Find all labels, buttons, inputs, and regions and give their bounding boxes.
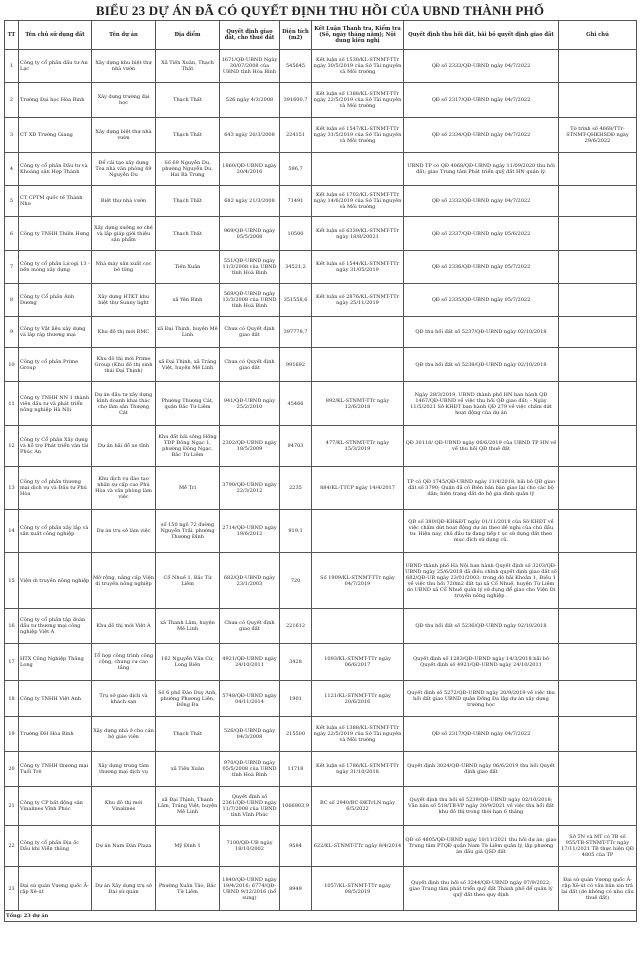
table-cell: Thạch Thất (156, 717, 220, 752)
table-cell: Cổ Nhuế 1, Bắc Từ Liêm (156, 553, 220, 609)
table-cell: 720 (280, 553, 312, 609)
table-cell: Kết luận số 1388/KL-STNMT-TTr ngày 22/5/2019 của Sở Tài nguyên và Môi trường (312, 717, 404, 752)
table-cell: Công ty cổ phần xây lắp và sản xuất công nghiệp (19, 510, 92, 553)
table-cell: 14 (5, 510, 19, 553)
table-cell (312, 348, 404, 382)
table-cell: 2235 (280, 467, 312, 510)
table-cell: QĐ số 2335/QĐ-UBND ngày 05/7/2022 (404, 284, 559, 317)
table-cell: 11718 (280, 752, 312, 787)
table-cell: Kết luận số 1544/KL-STNMT-TTr ngày 31/05/2019 (312, 251, 404, 284)
table-row (5, 317, 637, 348)
table-cell: Xây dựng trung tâm thương mại dịch vụ (92, 752, 156, 787)
table-cell: Kết luận số 1547/KL-STNMT-TTr ngày 31/5/2019 của Sở Tài nguyên và Môi trường (312, 118, 404, 153)
table-cell: 10500 (280, 217, 312, 251)
table-cell: Tiến Xuân (156, 251, 220, 284)
table-cell: Trường ĐH Hòa Bình (19, 717, 92, 752)
table-cell (559, 284, 637, 317)
table-cell (559, 644, 637, 681)
table-cell: 10 (5, 348, 19, 382)
table-cell (559, 83, 637, 118)
table-cell: Sở TN và MT có TB số 955/TB-STNMT-TTr ngày 17/11/2021 TB thực hiện QĐ 4805 của TP (559, 826, 637, 867)
table-cell: Công ty TNHH thương mại Tuổi Trẻ (19, 752, 92, 787)
table-cell (559, 717, 637, 752)
table-cell: Khu dịch vụ đào tạo nhân sự cấp cao Phú Hòa và văn phòng làm việc (92, 467, 156, 510)
table-cell: 1057/KL-STNMT-TTr ngày 08/5/2019 (312, 867, 404, 911)
table-cell: 23 (5, 867, 19, 911)
table-cell (559, 681, 637, 717)
table-cell: 391600,7 (280, 83, 312, 118)
table-cell: Mỹ Đình 1 (156, 826, 220, 867)
table-cell: QĐ thu hồi đất số 5237/QĐ-UBND ngày 02/10/2018 (404, 317, 559, 348)
table-cell: 682/QĐ-UBND ngày 23/1/2003 (220, 553, 280, 609)
table-row (5, 217, 637, 251)
table-cell: Quyết định 3024/QĐ-UBND ngày 06/6/2019 thu hồi Quyết định giao đất (404, 752, 559, 787)
table-row (5, 426, 637, 467)
table-row (5, 251, 637, 284)
table-cell: 884/KL-TTCP ngày 14/4/2017 (312, 467, 404, 510)
table-cell: Công ty cổ phần Prime Group (19, 348, 92, 382)
table-cell: 941/QĐ-UBND ngày 25/2/2010 (220, 382, 280, 426)
table-cell: 622/KL-STNMT-TTr ngày 8/4/2014 (312, 826, 404, 867)
table-cell: 8949 (280, 867, 312, 911)
table-cell: 569/QĐ-UBND ngày 13/3/2008 của UBND tỉnh Hoà Bình (220, 284, 280, 317)
table-cell: 71491 (280, 186, 312, 217)
table-cell: UBND thành phố Hà Nội ban hành Quyết định số 3203/QĐ-UBND ngày 25/6/2018 đã điều chỉnh quyết định giao đất số 682/QĐ-UB ngày 23/01/2003; trong đó bãi Khoản 1, Điều 1 về việc thu hồi 720m2 đất tại xã Cổ Nhuế, huyện Từ Liêm do UBND xã Cổ Nhuế quản lý sử dụng để giao cho Viện Di truyền nông nghiệp . (404, 553, 559, 609)
table-cell: Thạch Thất (156, 217, 220, 251)
table-cell: QĐ số 380/QĐ-KH&ĐT ngày 01/11/2018 của Sở KHĐT về việc chấm dứt hoạt động dự án theo đề nghị của chủ đầu tư. Hiện nay, chủ đầu tư đang tiếp t ục sử dụng đất theo mục đích sử dụng cũ. (404, 510, 559, 553)
table-row (5, 118, 637, 153)
table-cell: Kết luận số 1388/KL-STNMT-TTr ngày 22/5/2019 của Sở Tài nguyên và Môi trường (312, 83, 404, 118)
header-cell: Tên chủ sử dụng đất (19, 21, 92, 50)
table-cell: xã Tiến Xuân (156, 752, 220, 787)
table-row (5, 153, 637, 186)
table-cell: Kết luận số 6339/KL-STNMT-TTr ngày 18/8/20021 (312, 217, 404, 251)
header-cell: Diện tích (m2) (280, 21, 312, 50)
table-cell: xã Đại Thịnh, huyện Mê Linh (156, 317, 220, 348)
table-cell: Quyết định thu hồi số 5239/QĐ-UBND ngày 02/10/2018; Văn bản số 518/TB-VP ngày 30/9/2021 về việc thu hồi đất khu đô thị trong thời hạn 6 tháng (404, 787, 559, 826)
table-cell: 8 (5, 284, 19, 317)
table-cell: 351558,6 (280, 284, 312, 317)
table-cell: Công ty Vật liệu xây dựng và lắp ráp thương mại (19, 317, 92, 348)
table-cell: CT CPTM quốc tế Thành Nhơ (19, 186, 92, 217)
table-row (5, 284, 637, 317)
table-cell: Số 69 Nguyễn Du, phường Nguyễn Du, Hai Bà Trưng (156, 153, 220, 186)
table-cell: 643 ngày 20/3/2008 (220, 118, 280, 153)
table-cell: 12 (5, 426, 19, 467)
table-cell: 1860/QĐ-UBND ngày 20/4/2016 (220, 153, 280, 186)
table-cell (312, 609, 404, 644)
table-cell (559, 609, 637, 644)
table-cell: UBND TP có QĐ 4068/QĐ-UBND ngày 11/09/2020 thu hồi đất; giao Trung tâm Phát triển quỹ đất HN quản lý. (404, 153, 559, 186)
table-cell: 3428 (280, 644, 312, 681)
table-cell: Để cải tạo xây dựng Tòa nhà văn phòng 69 Nguyễn Du (92, 153, 156, 186)
table-cell: BC số 2940/BC-ĐKTrLN ngày 6/5/2022 (312, 787, 404, 826)
table-cell (312, 510, 404, 553)
table-cell (312, 153, 404, 186)
table-cell (559, 50, 637, 83)
table-cell (559, 217, 637, 251)
table-cell: 2 (5, 83, 19, 118)
table-cell: Khu đô thị mới Vinalines (92, 787, 156, 826)
table-cell: Dự án trụ sở làm việc (92, 510, 156, 553)
table-cell: Công ty CP bất động sản Vinalines Vĩnh Phúc (19, 787, 92, 826)
table-cell (559, 553, 637, 609)
table-cell (559, 426, 637, 467)
table-cell: 34521,2 (280, 251, 312, 284)
table-cell: QĐ thu hồi đất số 5236/QĐ-UBND ngày 02/10/2018 (404, 609, 559, 644)
table-cell: Ngày 28/3/2019, UBND thành phố HN ban hành QĐ 1467/QĐ-UBND về việc thu hồi QĐ giao đất; - Ngày 11/5/2021 Sở KHĐT ban hành QĐ 279 về việc chấm dứt hoạt động của dự án (404, 382, 559, 426)
table-cell: 3 (5, 118, 19, 153)
table-cell: Công ty TNHH Việt Anh (19, 681, 92, 717)
table-cell: Chưa có Quyết định giao đất (220, 317, 280, 348)
table-cell: Thạch Thất (156, 118, 220, 153)
table-cell: Công ty TNHH Thiên Hưng (19, 217, 92, 251)
table-cell: 19 (5, 717, 19, 752)
table-cell (559, 153, 637, 186)
table-row (5, 348, 637, 382)
table-cell: QĐ 30118/ QĐ-UBND ngày 06/6/2019 của UBND TP HN về về thu hồi QĐ thuê đất (404, 426, 559, 467)
table-cell: 1121/KL-STNMT-TTr ngày 20/6/2016 (312, 681, 404, 717)
table-cell: 7 (5, 251, 19, 284)
table-cell: Kết luận số 1702/KL-STNMT-TTr ngày 14/6/2019 của Sở Tài nguyên và Môi trường (312, 186, 404, 217)
table-cell: 1093/KL-STNMT-TTr ngày 06/6/2017 (312, 644, 404, 681)
table-cell: Nhà máy sản xuất cọc bê tông (92, 251, 156, 284)
table-cell: 9584 (280, 826, 312, 867)
table-row (5, 510, 637, 553)
table-cell: Mễ Trì (156, 467, 220, 510)
table-cell: Xã Tiến Xuân, Thạch Thất (156, 50, 220, 83)
table-cell: Khu đất bãi sông Hồng TDP Đông Ngạc 1, phường Đông Ngạc, Bắc Từ Liêm (156, 426, 220, 467)
table-cell (559, 317, 637, 348)
table-cell: Trụ sở giao dịch và khách sạn (92, 681, 156, 717)
table-cell: Xây dựng xưởng sơ chế và lắp giáp giới thiệu sản phẩm (92, 217, 156, 251)
table-row (5, 717, 637, 752)
table-row (5, 752, 637, 787)
table-cell: 11 (5, 382, 19, 426)
table-cell: HTX Công Nghiệp Thăng Long (19, 644, 92, 681)
table-cell (559, 467, 637, 510)
table-cell: Trường Đại học Hòa Bình (19, 83, 92, 118)
page-title: BIỂU 23 DỰ ÁN ĐÃ CÓ QUYẾT ĐỊNH THU HỒI CỦA UBND THÀNH PHỐ (95, 3, 545, 18)
table-cell: Dự án đầu tư xây dựng kinh doanh khai thác chợ lâm sản Thượng Cát (92, 382, 156, 426)
table-cell (559, 251, 637, 284)
table-cell: Công ty Cổ phần Xây dựng và hỗ trợ Phát triển văn tài Phúc An (19, 426, 92, 467)
table-row (5, 382, 637, 426)
header-cell: TT (5, 21, 19, 50)
table-cell: QĐ số 2336/QĐ-UBND ngày 05/7/2022 (404, 251, 559, 284)
table-cell: Số 6 phố Đào Duy Anh, phường Phương Liên, Đống Đa (156, 681, 220, 717)
table-cell: 526 ngày 4/3/2008 (220, 83, 280, 118)
table-row (5, 553, 637, 609)
table-cell: Phường Xuân Tảo, Bắc Từ Liêm (156, 867, 220, 911)
table-cell: Quyết định số 5272/QĐ-UBND ngày 20/9/2019 về việc thu hồi đất giao UBND quận Đống Đa lập dự án xây dựng trường học (404, 681, 559, 717)
table-cell: Viện di truyền nông nghiệp (19, 553, 92, 609)
table-cell: Xây dựng nhà ở cho cán bộ giáo viên (92, 717, 156, 752)
table-cell: 596,7 (280, 153, 312, 186)
table-cell: Đại sứ quán Vương quốc Ả-rập Xê-út có văn bản xin trả lại đất (do không có nhu cầu thuê đất) (559, 867, 637, 911)
table-row (5, 467, 637, 510)
table-cell: Chưa có Quyết định giao đất (220, 609, 280, 644)
table-cell: 45466 (280, 382, 312, 426)
table-cell: Quyết định thu hồi số 3244/QĐ-UBND ngày 07/9/2022; giao Trung tâm phát triển quỹ đất Thành phố để quản lý quỹ đất theo quy định (404, 867, 559, 911)
header-cell: Địa điểm (156, 21, 220, 50)
table-cell: 4921/QĐ-UBND ngày 24/10/2011 (220, 644, 280, 681)
table-cell: Dự án bãi đỗ xe tĩnh (92, 426, 156, 467)
table-cell: 526/QĐ-UBND ngày 04/3/2008 (220, 717, 280, 752)
table-cell: 20 (5, 752, 19, 787)
table-row (5, 787, 637, 826)
table-cell: Công ty cổ phần thương mại dịch vụ và Đầu tư Phú Hòa (19, 467, 92, 510)
table-cell: 21 (5, 787, 19, 826)
table-cell: 551/QĐ-UBND ngày 11/3/2008 của UBND tỉnh Hoà Bình (220, 251, 280, 284)
table-row (5, 867, 637, 911)
table-cell: Xây dựng HTKT khu biệt thự Sunny light (92, 284, 156, 317)
table-cell: Xây dựng biệt thự nhà vườn (92, 118, 156, 153)
table-cell: Số 1909/KL-STNMT-TTr ngày 04/7/2019 (312, 553, 404, 609)
table-cell: QĐ số 2334/QĐ-UBND ngày 04/7/2022 (404, 118, 559, 153)
header-cell: Quyết định thu hồi đất, bãi bỏ quyết định giao đất (404, 21, 559, 50)
table-cell: Kết luận số 1530/KL-STNMT-TTr ngày 30/5/2019 của Sở Tài nguyên và Môi trường (312, 50, 404, 83)
table-cell: 9 (5, 317, 19, 348)
table-row (5, 826, 637, 867)
header-cell: Tên dự án (92, 21, 156, 50)
header-cell: Ghi chú (559, 21, 637, 50)
table-cell: 15 (5, 553, 19, 609)
table-cell: số 150 ngõ 72 đường Nguyễn Trãi, phường Thượng Đình (156, 510, 220, 553)
table-cell: QĐ số 2333/QĐ-UBND ngày 04/7/2022 (404, 50, 559, 83)
table-cell: 1066903,9 (280, 787, 312, 826)
table-cell: 1 (5, 50, 19, 83)
table-cell: Công ty cổ phần Đầu tư và Khoáng sản Hợp Thành (19, 153, 92, 186)
table-cell: 18 (5, 681, 19, 717)
header-cell: Quyết định giao đất, cho thuê đất (220, 21, 280, 50)
table-cell: Kết luận số 1786/KL-STNMT-TTr ngày 31/10/2018 (312, 752, 404, 787)
table-row (5, 50, 637, 83)
table-cell: Xây dựng khu biệt thự nhà vườn (92, 50, 156, 83)
table-row (5, 644, 637, 681)
table-cell: 215500 (280, 717, 312, 752)
table-cell: xã Yên Bình (156, 284, 220, 317)
table-cell: QĐ số 4805/QĐ-UBND ngày 10/11/2021 thu hồi dự án; giao Trung tâm PTQĐ quận Nam Từ Liêm quản lý, lập phương án đấu giá QSD đất (404, 826, 559, 867)
table-cell: Thạch Thất (156, 83, 220, 118)
table-cell: 4 (5, 153, 19, 186)
table-cell: Tờ trình số 4668/TTr-STNMT-QHKHSDĐ ngày 29/6/2022 (559, 118, 637, 153)
table-cell: Dự án Nam Đàn Plaza (92, 826, 156, 867)
table-row (5, 83, 637, 118)
table-cell: 5748/QĐ-UBND ngày 04/11/2014 (220, 681, 280, 717)
table-cell: 162 Nguyễn Văn Cừ, Long Biên (156, 644, 220, 681)
table-cell: Mở rộng, nâng cấp Viện di truyền nông nghiệp (92, 553, 156, 609)
table-cell: 970/QĐ-UBND ngày 05/5/2008 của UBND tỉnh Hoà Bình (220, 752, 280, 787)
table-cell: 7100/QĐ-UB ngày 18/10/2002 (220, 826, 280, 867)
table-cell: QĐ thu hồi đất số 5238/QĐ-UBND ngày 02/10/2018 (404, 348, 559, 382)
table-cell: Thạch Thất (156, 186, 220, 217)
table-cell: 94703 (280, 426, 312, 467)
table-cell: 1840/QĐ-UBND ngày 19/4/2016; 6774/QĐ-UBND 9/12/2016 (bổ sung) (220, 867, 280, 911)
table-cell: 991692 (280, 348, 312, 382)
table-cell (559, 510, 637, 553)
table-cell: Phường Thượng Cát, quận Bắc Từ Liêm (156, 382, 220, 426)
table-cell: TP có QĐ 1745/QĐ-UBND ngày 11/4/2018, bãi bỏ QĐ giao đất số 3790; Quận đã có Biên bản bàn giao lại cho các bộ dân; hiện trạng đất do hộ gia đình quản lý (404, 467, 559, 510)
table-cell: Xây dựng trường đại học (92, 83, 156, 118)
table-row (5, 186, 637, 217)
table-cell (559, 186, 637, 217)
table-cell: Khu đô thị mới BMC (92, 317, 156, 348)
table-cell: 969/QĐ-UBND ngày 05/5/2008 (220, 217, 280, 251)
table-cell: 16 (5, 609, 19, 644)
table-cell: 892/KL-STNMT-TTr ngày 12/6/2018 (312, 382, 404, 426)
table-cell: 2714/QĐ-UBND ngày 19/6/2012 (220, 510, 280, 553)
table-cell: 919,1 (280, 510, 312, 553)
table-cell: 22 (5, 826, 19, 867)
table-cell: Quyết định số 2361/QĐ-UBND ngày 11/7/2008 của UBND tỉnh Vĩnh Phúc (220, 787, 280, 826)
table-cell: 13 (5, 467, 19, 510)
table-cell (559, 382, 637, 426)
table-cell: Chưa có Quyết định giao đất (220, 348, 280, 382)
table-cell: 221612 (280, 609, 312, 644)
table-row (5, 609, 637, 644)
table-cell: 5 (5, 186, 19, 217)
table-cell: 17 (5, 644, 19, 681)
table-cell (559, 787, 637, 826)
table-cell: 2302/QĐ-UBND ngày 18/5/2009 (220, 426, 280, 467)
table-cell: QĐ số 2332/QĐ-UBND ngày 04/7/2022 (404, 186, 559, 217)
table-cell: Công ty cổ phần đầu tư An Lạc (19, 50, 92, 83)
table-cell: QĐ số 2317/QĐ-UBND ngày 04/7/2022 (404, 717, 559, 752)
table-cell: xã Đại Thịnh, Thanh Lâm, Tráng Việt, huyện Mê Linh (156, 787, 220, 826)
projects-table (4, 20, 637, 922)
table-cell: QĐ số 2337/QĐ-UBND ngày 05/6/2022 (404, 217, 559, 251)
table-cell: Khu đô thị mới Việt Á (92, 609, 156, 644)
table-cell: CT XD Trường Giang (19, 118, 92, 153)
table-cell: 682 ngày 21/3/2008 (220, 186, 280, 217)
table-cell: Tổ hợp công trình công cộng, chung cư cao tầng (92, 644, 156, 681)
table-cell: Biệt thự nhà vườn (92, 186, 156, 217)
table-cell: Công ty cổ phần Địa ốc Dầu khí Viễn thông (19, 826, 92, 867)
table-cell: Kết luận số 2876/KL-STNMT-TTr ngày 25/11/2019 (312, 284, 404, 317)
table-cell: 477/KL-STNMT-TTr ngày 15/3/2019 (312, 426, 404, 467)
header-cell: Kết Luận Thanh tra, Kiểm tra (Số, ngày tháng năm); Nội dung kiến nghị (312, 21, 404, 50)
table-cell: 224151 (280, 118, 312, 153)
table-row (5, 681, 637, 717)
table-cell: Công ty cổ phần Licogi 13 - nền móng xây dựng (19, 251, 92, 284)
table-cell: Khu đô thị mới Prime Group (Khu đô thị sinh thái Đại Thịnh) (92, 348, 156, 382)
table-cell: Đại sứ quán Vương quốc Ả-rập Xê-út (19, 867, 92, 911)
table-cell (559, 348, 637, 382)
table-cell: Công ty TNHH NN 1 thành viên đầu tư và phát triển nông nghiệp Hà Nội (19, 382, 92, 426)
table-cell: 545645 (280, 50, 312, 83)
table-cell: Công ty Cổ phần Ánh Dương (19, 284, 92, 317)
table-cell: Quyết định số 1283/QĐ-UBND ngày 14/3/2018 bãi bỏ Quyết định số 4921/QĐ-UBND ngày 24/10/2011 (404, 644, 559, 681)
table-cell: 1671/QĐ-UBND Ngày 30/07/2008 của UBND tỉnh Hòa Bình (220, 50, 280, 83)
table-cell: 3790/QĐ-UBND ngày 22/3/2012 (220, 467, 280, 510)
table-cell: xã Thanh Lâm, huyện Mê Linh (156, 609, 220, 644)
table-cell: Công ty cổ phần tập đoàn đầu tư thương mại công nghiệp Việt Á (19, 609, 92, 644)
table-cell (312, 317, 404, 348)
table-cell (559, 752, 637, 787)
table-cell: xã Đại Thịnh, xã Tráng Việt, huyện Mê Linh (156, 348, 220, 382)
table-cell: Dự án Xây dựng trụ sở Đại sứ quán (92, 867, 156, 911)
table-cell: 397778,7 (280, 317, 312, 348)
total-row (5, 911, 637, 922)
table-cell: 6 (5, 217, 19, 251)
header-row (5, 21, 637, 50)
table-cell: QĐ số 2317/QĐ-UBND ngày 04/7/2022 (404, 83, 559, 118)
total-cell: Tổng: 23 dự án (5, 911, 637, 922)
table-cell: 1901 (280, 681, 312, 717)
